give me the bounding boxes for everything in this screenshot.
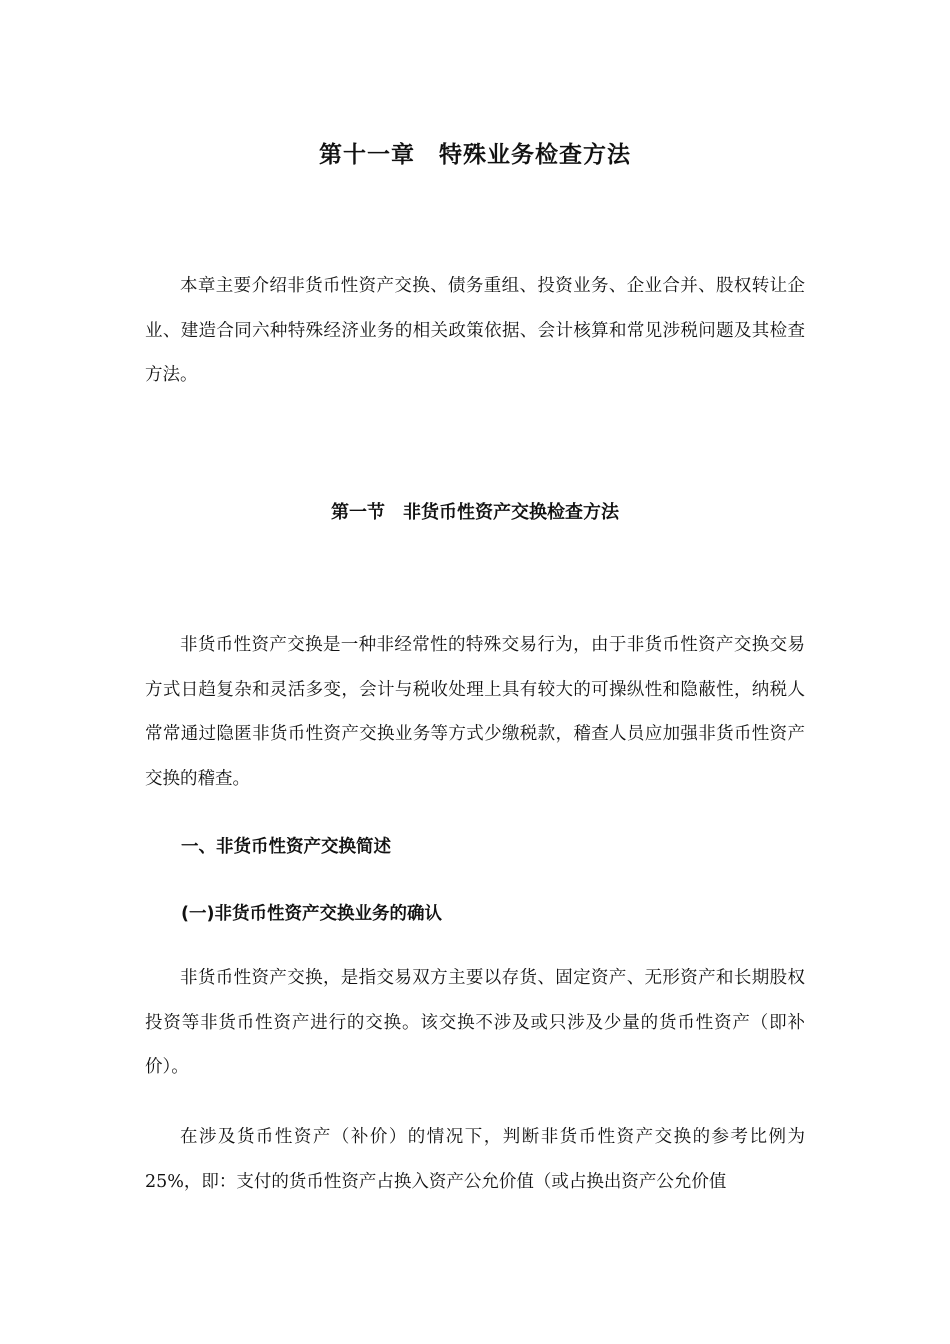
body-paragraph: 非货币性资产交换，是指交易双方主要以存货、固定资产、无形资产和长期股权投资等非货币性资产进行的交换。该交换不涉及或只涉及少量的货币性资产（即补价）。 — [145, 968, 805, 1077]
body-paragraph: 非货币性资产交换是一种非经常性的特殊交易行为，由于非货币性资产交换交易方式日趋复杂和灵活多变，会计与税收处理上具有较大的可操纵性和隐蔽性，纳税人常常通过隐匿非货币性资产交换业务等方式少缴税款，稽查人员应加强非货币性资产交换的稽查。 — [145, 635, 805, 789]
subheading-level-2: (一)非货币性资产交换业务的确认 — [181, 904, 442, 924]
subheading-level-1: 一、非货币性资产交换简述 — [181, 837, 391, 857]
chapter-title: 第十一章 特殊业务检查方法 — [319, 142, 631, 168]
intro-paragraph: 本章主要介绍非货币性资产交换、债务重组、投资业务、企业合并、股权转让企业、建造合同六种特殊经济业务的相关政策依据、会计核算和常见涉税问题及其检查方法。 — [145, 276, 805, 385]
body-paragraph: 在涉及货币性资产（补价）的情况下，判断非货币性资产交换的参考比例为25%，即：支付的货币性资产占换入资产公允价值（或占换出资产公允价值 — [145, 1127, 805, 1192]
section-title: 第一节 非货币性资产交换检查方法 — [331, 502, 619, 523]
